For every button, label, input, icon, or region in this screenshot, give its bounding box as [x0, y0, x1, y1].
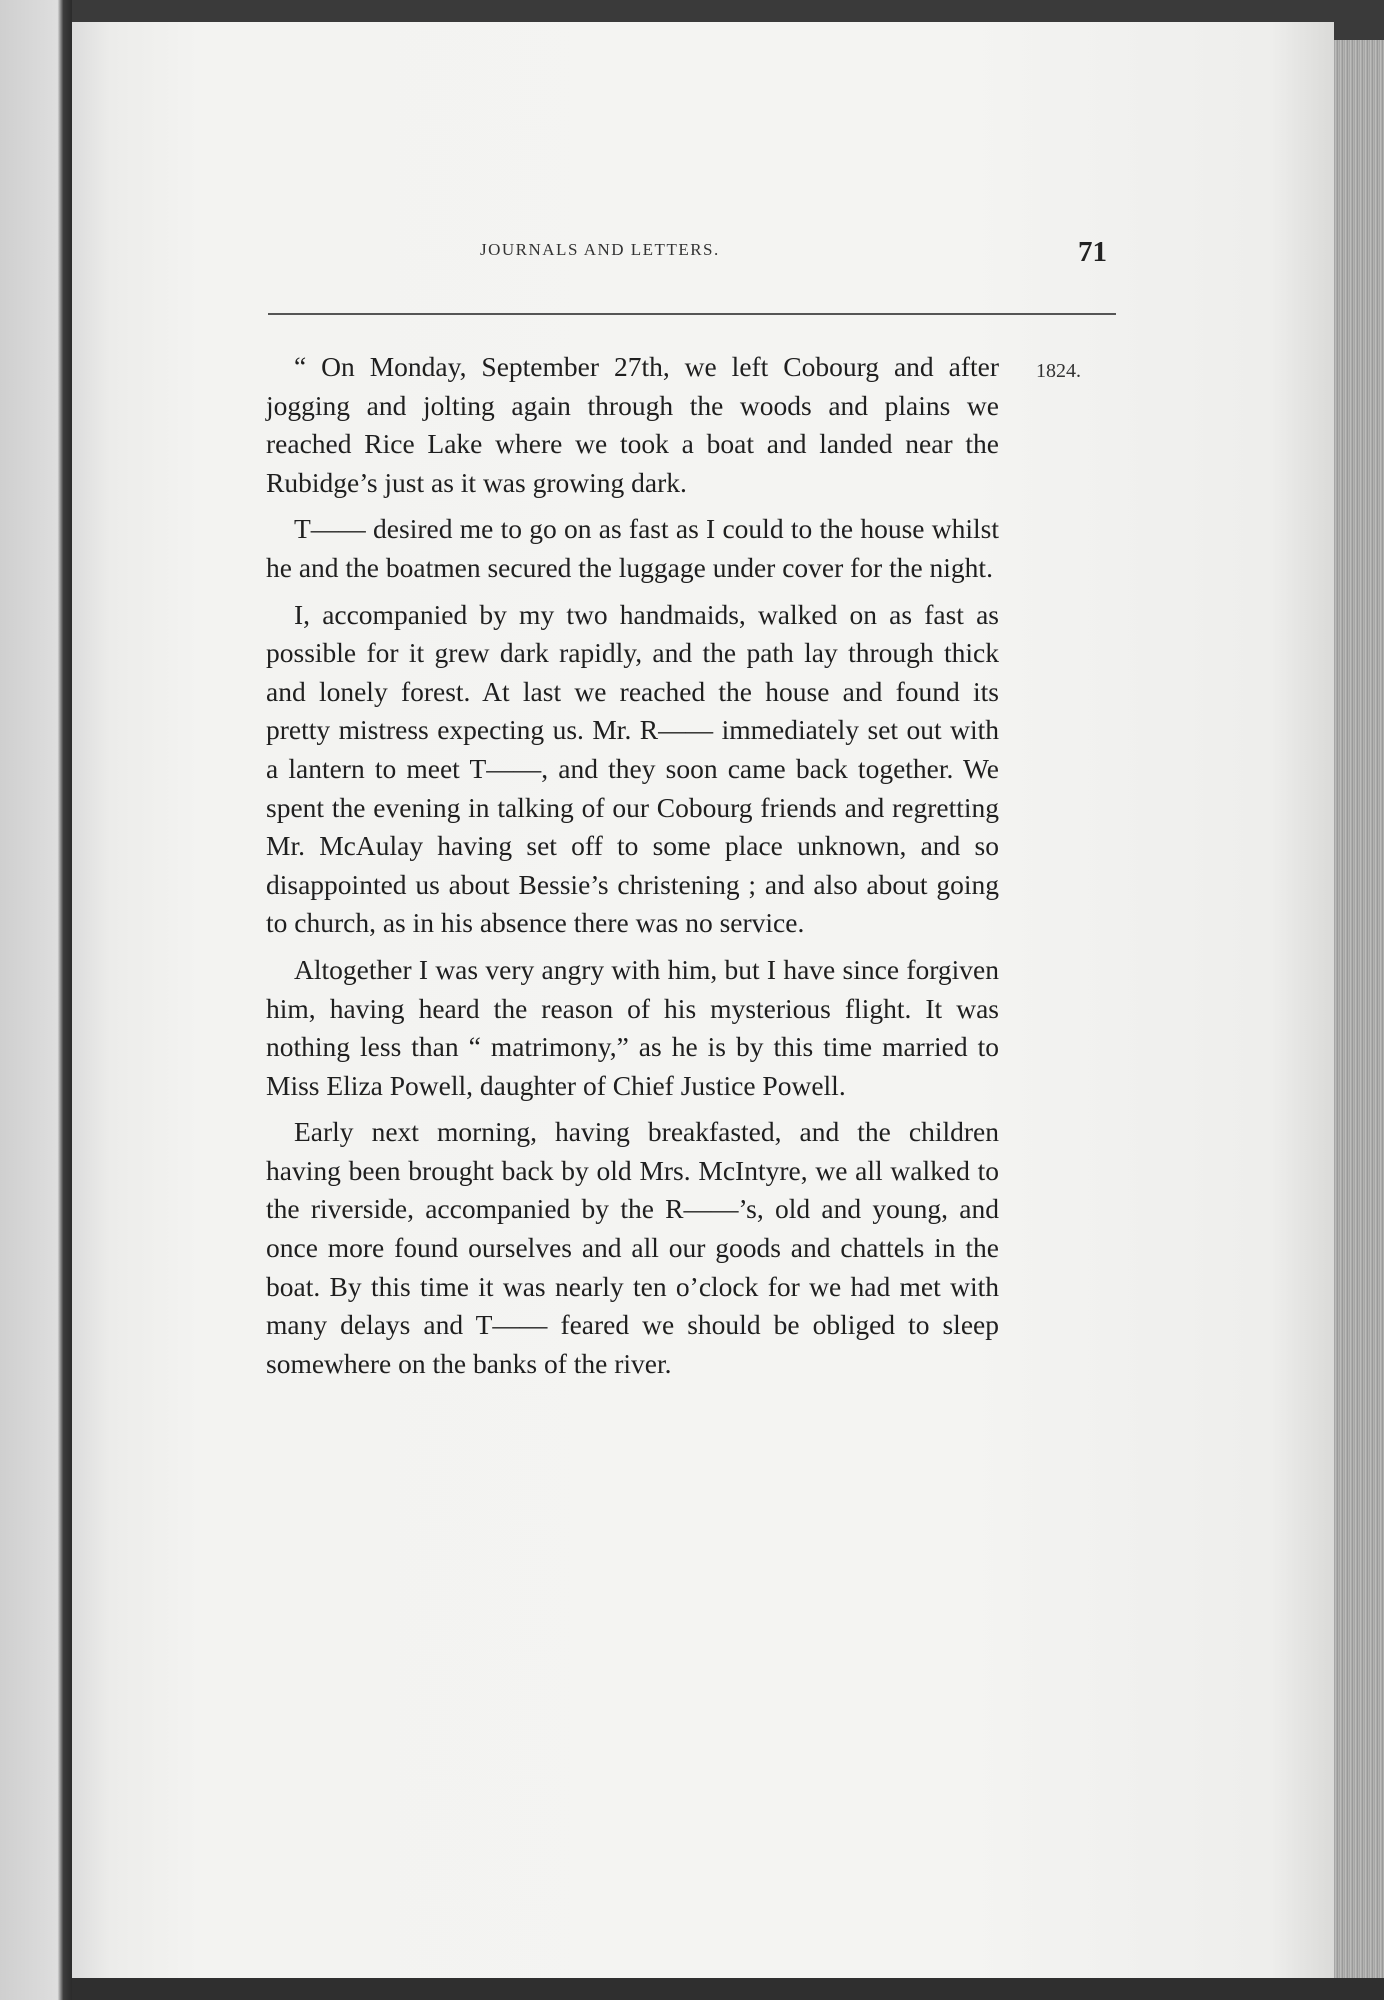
marginal-year: 1824. [1036, 360, 1081, 382]
header-rule [268, 313, 1116, 315]
facing-page-edge [0, 0, 72, 2000]
scan-shadow [72, 1978, 1384, 2000]
paragraph: Altogether I was very angry with him, but I have since forgiven him, having heard the reason of his mysterious flight. It was nothing less than “ matrimony,” as he is by this time married to Miss Eliza Powell, daughter of Chief Justice Powell. [266, 953, 999, 1101]
paragraph: T—— desired me to go on as fast as I could to the house whilst he and the boatmen secured the luggage under cover for the night. [266, 513, 999, 583]
paragraph: I, accompanied by my two handmaids, walked on as fast as possible for it grew dark rapidly, and the path lay through thick and lonely forest. At last we reached the house and found its pretty mistress expecting us. Mr. R—— immediately set out with a lantern to meet T——, and they soon came back together. We spent the evening in talking of our Cobourg friends and regretting Mr. McAulay having set off to some place unknown, and so disappointed us about Bessie’s christening ; and also about going to church, as in his absence there was no service. [266, 598, 999, 939]
paragraph: Early next morning, having breakfasted, and the children having been brought back by old Mrs. McIntyre, we all walked to the riverside, accompanied by the R——’s, old and young, and once more found ourselves and all our goods and chattels in the boat. By this time it was nearly ten o’clock for we had met with many delays and T—— feared we should be obliged to sleep somewhere on the banks of the river. [266, 1116, 999, 1379]
page-stack-edge [1334, 40, 1384, 2000]
body-text [266, 348, 999, 1391]
page-number: 71 [1078, 236, 1107, 268]
paragraph: “ On Monday, September 27th, we left Cobourg and after jogging and jolting again through the woods and plains we reached Rice Lake where we took a boat and landed near the Rubidge’s just as it was growing dark. [266, 351, 999, 498]
running-head: JOURNALS AND LETTERS. [480, 240, 720, 259]
